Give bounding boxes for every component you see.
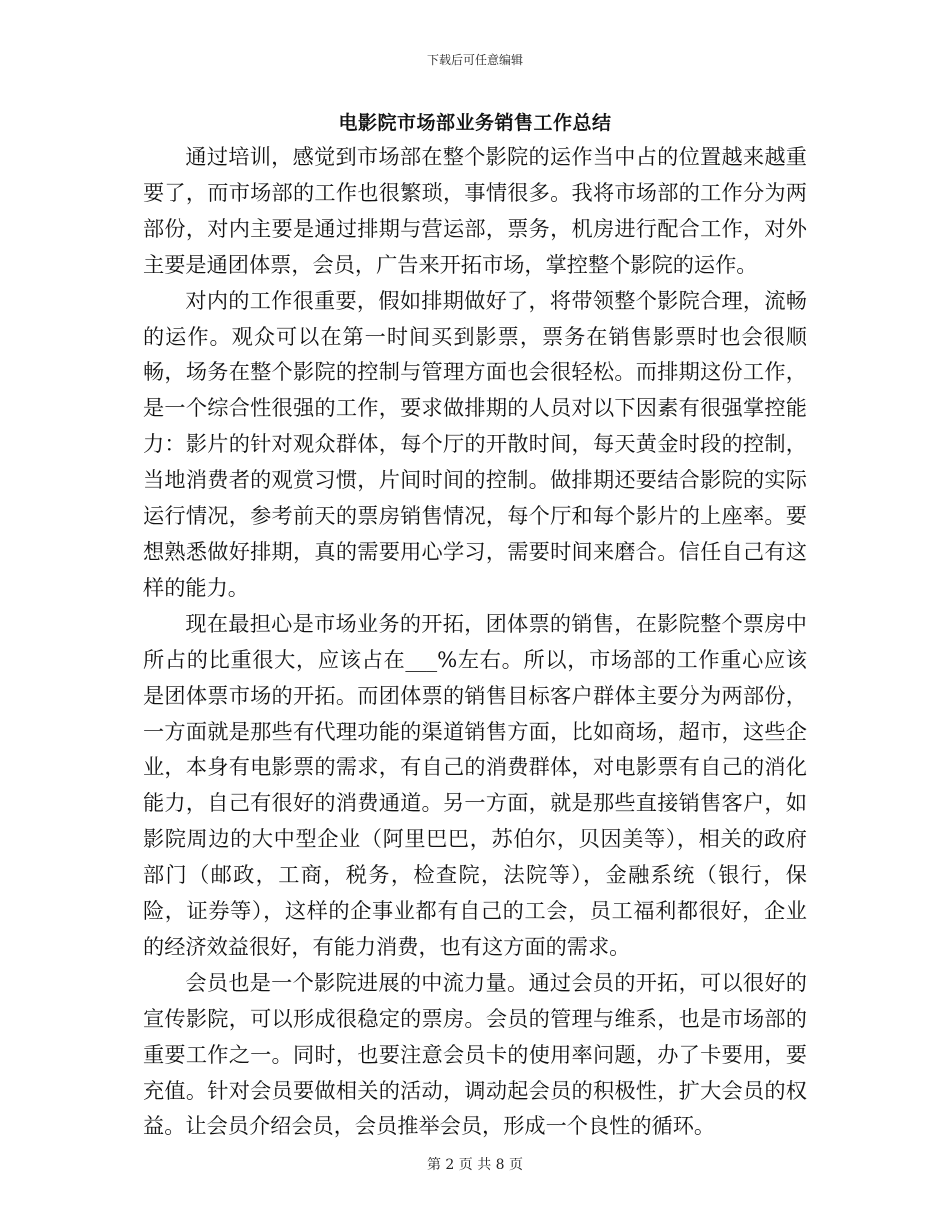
page-number: 第 2 页 共 8 页 — [426, 1157, 524, 1173]
document-body — [143, 139, 807, 1144]
document-title: 电影院市场部业务销售工作总结 — [338, 112, 612, 134]
paragraph-4: 会员也是一个影院进展的中流力量。通过会员的开拓，可以很好的宣传影院，可以形成很稳定的票房。会员的管理与维系，也是市场部的重要工作之一。同时，也要注意会员卡的使用率问题，办了卡要用，要充值。针对会员要做相关的活动，调动起会员的积极性，扩大会员的权益。让会员介绍会员，会员推举会员，形成一个良性的循环。 — [143, 969, 807, 1139]
page-header-note: 下载后可任意编辑 — [426, 53, 523, 67]
paragraph-3: 现在最担心是市场业务的开拓，团体票的销售，在影院整个票房中所占的比重很大，应该占在___%左右。所以，市场部的工作重心应该是团体票市场的开拓。而团体票的销售目标客户群体主要分为两部份，一方面就是那些有代理功能的渠道销售方面，比如商场，超市，这些企业，本身有电影票的需求，有自己的消费群体，对电影票有自己的消化能力，自己有很好的消费通道。另一方面，就是那些直接销售客户，如影院周边的大中型企业（阿里巴巴，苏伯尔，贝因美等），相关的政府部门（邮政，工商，税务，检查院，法院等），金融系统（银行，保险，证券等），这样的企事业都有自己的工会，员工福利都很好，企业的经济效益很好，有能力消费，也有这方面的需求。 — [143, 610, 807, 959]
paragraph-1: 通过培训，感觉到市场部在整个影院的运作当中占的位置越来越重要了，而市场部的工作也很繁琐，事情很多。我将市场部的工作分为两部份，对内主要是通过排期与营运部，票务，机房进行配合工作，对外主要是通团体票，会员，广告来开拓市场，掌控整个影院的运作。 — [143, 144, 807, 277]
paragraph-2: 对内的工作很重要，假如排期做好了，将带领整个影院合理，流畅的运作。观众可以在第一时间买到影票，票务在销售影票时也会很顺畅，场务在整个影院的控制与管理方面也会很轻松。而排期这份工作，是一个综合性很强的工作，要求做排期的人员对以下因素有很强掌控能力：影片的针对观众群体，每个厅的开散时间，每天黄金时段的控制，当地消费者的观赏习惯，片间时间的控制。做排期还要结合影院的实际运行情况，参考前天的票房销售情况，每个厅和每个影片的上座率。要想熟悉做好排期，真的需要用心学习，需要时间来磨合。信任自己有这样的能力。 — [143, 287, 807, 600]
